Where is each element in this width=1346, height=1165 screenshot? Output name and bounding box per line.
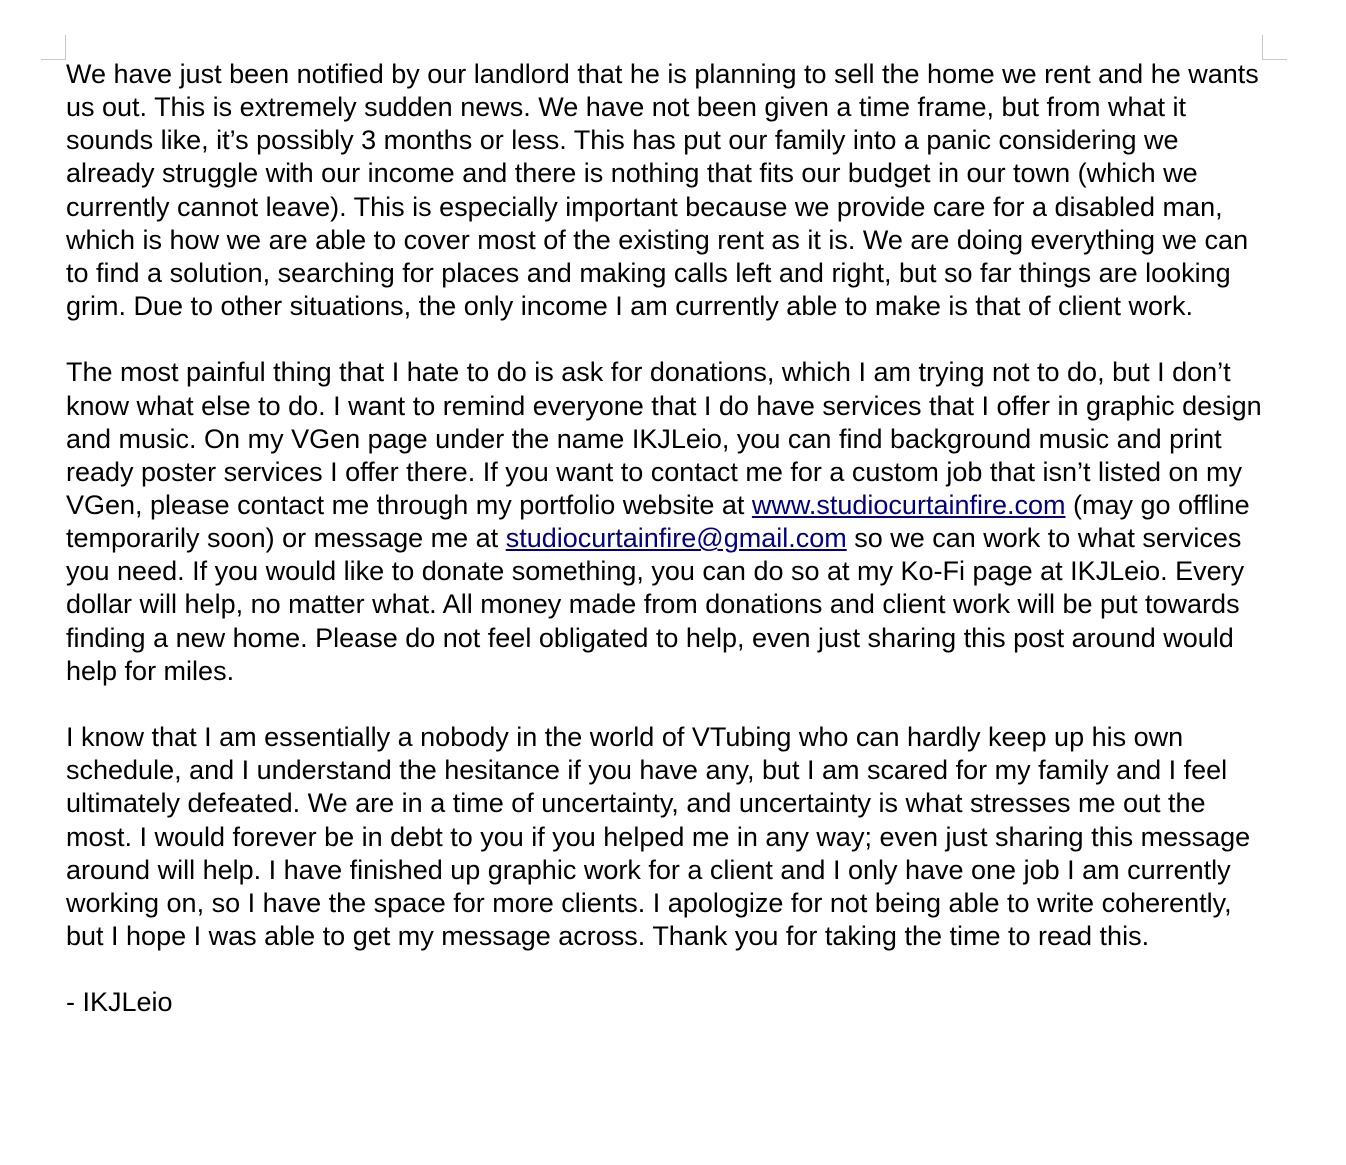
top-left-margin-mark [41, 35, 66, 60]
paragraph-closing-message: I know that I am essentially a nobody in the world of VTubing who can hardly keep up his own schedule, and I understand the hesitance if you have any, but I am scared for my family and I feel ultimately defeated. We are in a time of uncertainty, and uncertainty is what stresses me out the most. I would forever be in debt to you if you helped me in any way; even just sharing this message around will help. I have finished up graphic work for a client and I only have one job I am currently working on, so I have the space for more clients. I apologize for not being able to write coherently, but I hope I was able to get my message across. Thank you for taking the time to read this. [66, 722, 1251, 952]
email-link[interactable]: studiocurtainfire@gmail.com [505, 523, 847, 554]
website-link[interactable]: www.studiocurtainfire.com [751, 490, 1066, 521]
top-right-margin-mark [1262, 35, 1287, 60]
paragraph-2-text-part-2: (may go offline temporarily soon) or message me at [66, 490, 1250, 554]
paragraph-landlord-notice: We have just been notified by our landlord that he is planning to sell the home we rent and he wants us out. This is extremely sudden news. We have not been given a time frame, but from what it sounds like, it’s possibly 3 months or less. This has put our family into a panic considering we already struggle with our income and there is nothing that fits our budget in our town (which we currently cannot leave). This is especially important because we provide care for a disabled man, which is how we are able to cover most of the existing rent as it is. We are doing everything we can to find a solution, searching for places and making calls left and right, but so far things are looking grim. Due to other situations, the only income I am currently able to make is that of client work. [66, 59, 1259, 322]
paragraph-2-text-part-1: The most painful thing that I hate to do is ask for donations, which I am trying not to do, but I don’t know what else to do. I want to remind everyone that I do have services that I offer in graphic design and music. On my VGen page under the name IKJLeio, you can find background music and print ready poster services I offer there. If you want to contact me for a custom job that isn’t listed on my VGen, please contact me through my portfolio website at [66, 357, 1262, 521]
paragraph-2-text-part-3: so we can work to what services you need. If you would like to donate something, you can do so at my Ko-Fi page at IKJLeio. Every dollar will help, no matter what. All money made from donations and client work will be put towards finding a new home. Please do not feel obligated to help, even just sharing this post around would help for miles. [66, 523, 1245, 686]
paragraph-services-and-donations [66, 356, 1271, 688]
document-body[interactable] [66, 58, 1271, 1019]
signature: - IKJLeio [66, 987, 173, 1018]
